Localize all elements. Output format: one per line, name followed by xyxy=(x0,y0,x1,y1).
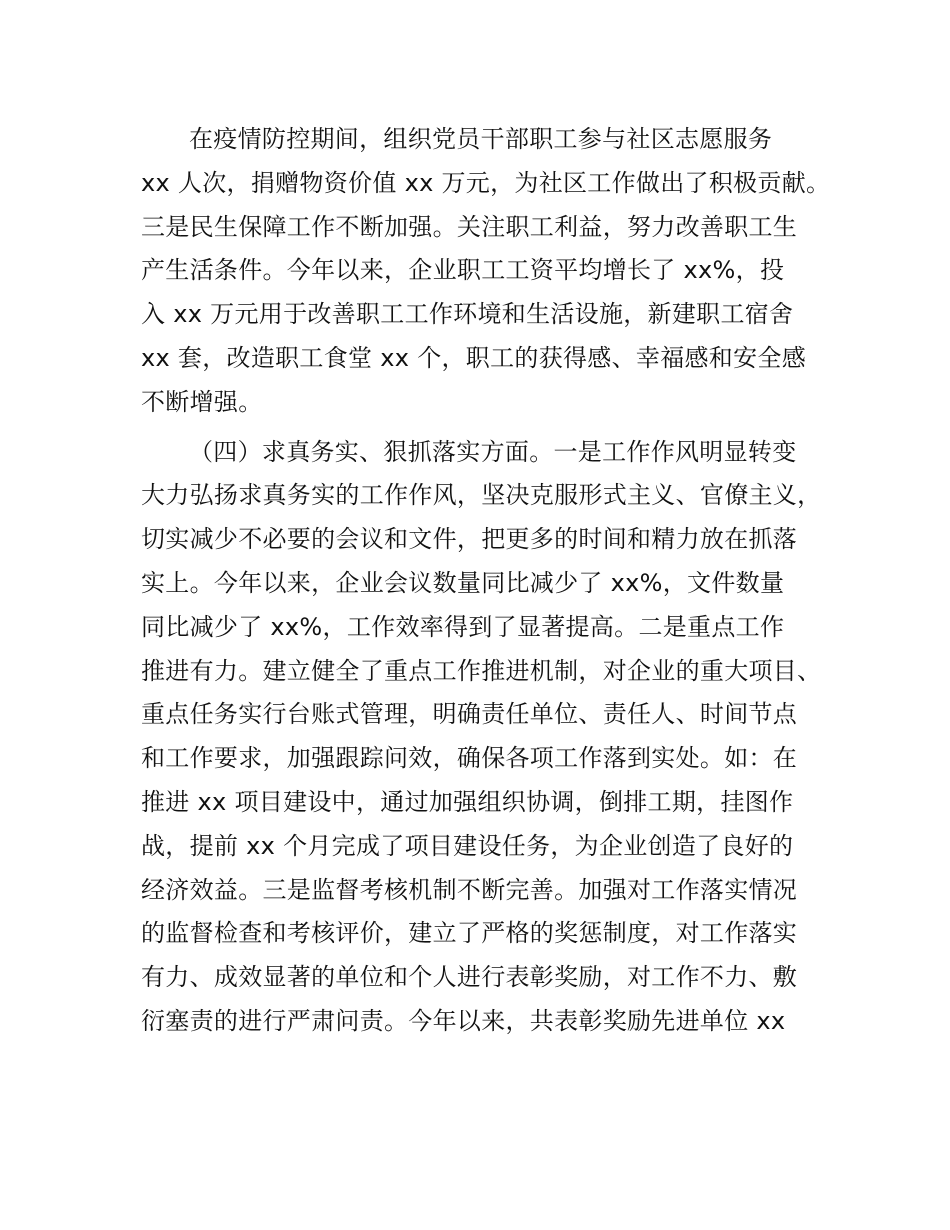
paragraph-line: 推进 xx 项目建设中，通过加强组织协调，倒排工期，挂图作 xyxy=(141,787,794,816)
paragraph-line: 重点任务实行台账式管理，明确责任单位、责任人、时间节点 xyxy=(141,700,798,729)
paragraph-line: 切实减少不必要的会议和文件，把更多的时间和精力放在抓落 xyxy=(141,525,798,554)
paragraph-line: 不断增强。 xyxy=(141,387,263,416)
section-heading-line: （四）求真务实、狠抓落实方面。一是工作作风明显转变 xyxy=(189,437,797,466)
paragraph-line: 的监督检查和考核评价，建立了严格的奖惩制度，对工作落实 xyxy=(141,919,798,948)
paragraph-line: 产生活条件。今年以来，企业职工工资平均增长了 xx%，投 xyxy=(141,256,785,285)
paragraph-line: 三是民生保障工作不断加强。关注职工利益，努力改善职工生 xyxy=(141,212,798,241)
paragraph-line: 经济效益。三是监督考核机制不断完善。加强对工作落实情况 xyxy=(141,875,798,904)
paragraph-line: 同比减少了 xx%，工作效率得到了显著提高。二是重点工作 xyxy=(141,612,785,641)
paragraph-line: 推进有力。建立健全了重点工作推进机制，对企业的重大项目、 xyxy=(141,656,822,685)
paragraph-line: 入 xx 万元用于改善职工工作环境和生活设施，新建职工宿舍 xyxy=(141,300,794,329)
paragraph-line: 战，提前 xx 个月完成了项目建设任务，为企业创造了良好的 xyxy=(141,831,794,860)
paragraph-line: xx 人次，捐赠物资价值 xx 万元，为社区工作做出了积极贡献。 xyxy=(141,168,831,197)
paragraph-line: 和工作要求，加强跟踪问效，确保各项工作落到实处。如：在 xyxy=(141,744,798,773)
paragraph-line: xx 套，改造职工食堂 xx 个，职工的获得感、幸福感和安全感 xyxy=(141,343,806,372)
paragraph-line: 衍塞责的进行严肃问责。今年以来，共表彰奖励先进单位 xx xyxy=(141,1006,786,1035)
paragraph-line: 实上。今年以来，企业会议数量同比减少了 xx%，文件数量 xyxy=(141,568,785,597)
paragraph-line: 在疫情防控期间，组织党员干部职工参与社区志愿服务 xyxy=(189,125,773,153)
paragraph-line: 有力、成效显著的单位和个人进行表彰奖励，对工作不力、敷 xyxy=(141,963,798,992)
paragraph-line: 大力弘扬求真务实的工作作风，坚决克服形式主义、官僚主义， xyxy=(141,481,822,510)
body-text xyxy=(141,118,841,1044)
